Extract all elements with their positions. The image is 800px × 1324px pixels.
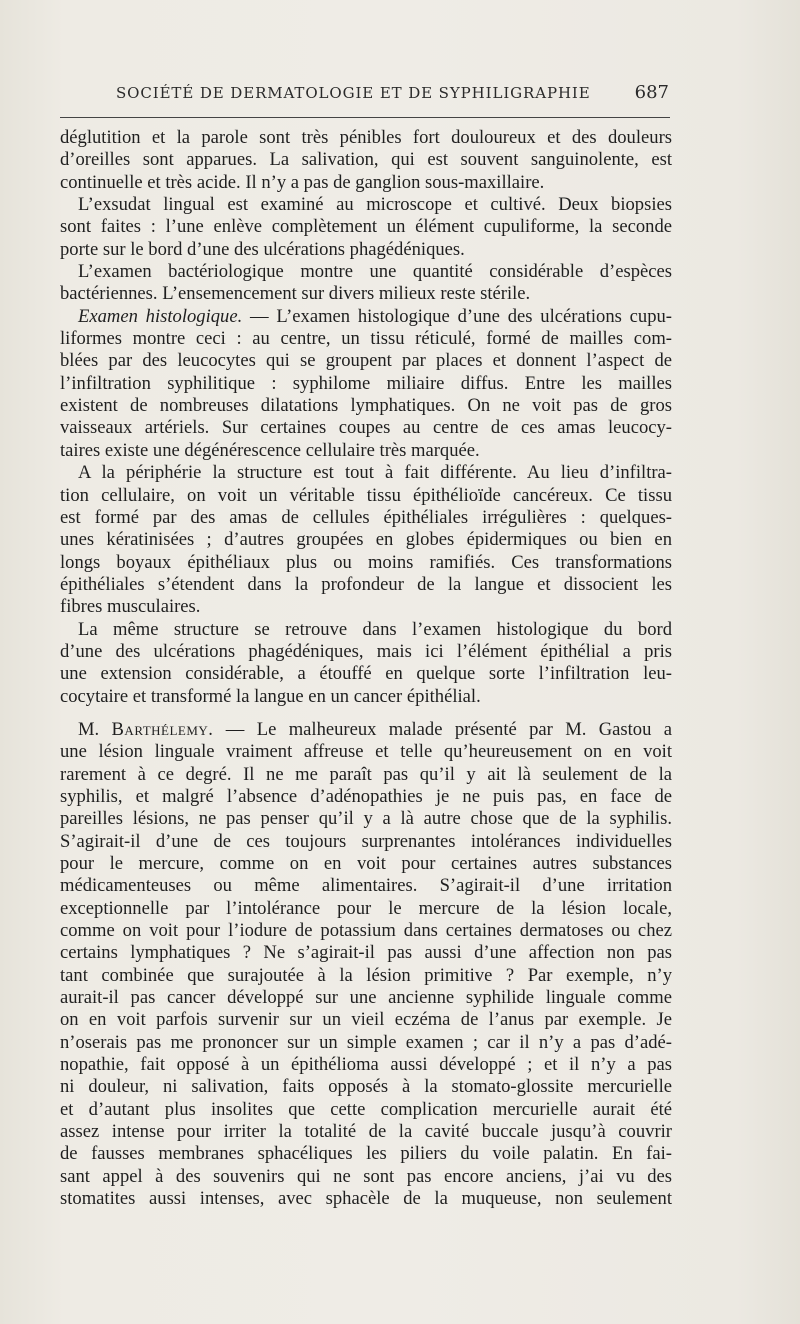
text-line: vaisseaux artériels. Sur certaines coupes au centre de ces amas leucocy-: [60, 417, 672, 439]
text-line: porte sur le bord d’une des ulcérations phagédéniques.: [60, 238, 465, 260]
speaker-prefix: M.: [78, 718, 100, 740]
text-line: et d’autant plus insolites que cette complication mercurielle aurait été: [60, 1098, 672, 1120]
text-line: stomatites aussi intenses, avec sphacèle de la muqueuse, non seulement: [60, 1188, 672, 1210]
text-line: continuelle et très acide. Il n’y a pas de ganglion sous-maxillaire.: [60, 171, 545, 193]
text-line: d’oreilles sont apparues. La salivation, qui est souvent sanguinolente, est: [60, 149, 672, 171]
text-line: médicamenteuses ou même alimentaires. S’agirait-il d’une irritation: [60, 875, 672, 897]
text-line: comme on voit pour l’iodure de potassium dans certaines dermatoses ou chez: [60, 920, 672, 942]
text-line: ni douleur, ni salivation, faits opposés à la stomato-glossite mercurielle: [60, 1076, 672, 1098]
header-rule: [60, 117, 670, 118]
text-run: — Le malheureux malade présenté par M. Gastou a: [213, 718, 672, 740]
text-line: tion cellulaire, on voit un véritable tissu épithélioïde cancéreux. Ce tissu: [60, 484, 672, 506]
text-line: blées par des leucocytes qui se groupent par places et donnent l’aspect de: [60, 350, 672, 372]
paragraph: [60, 127, 672, 194]
text-line: L’examen bactériologique montre une quantité considérable d’espèces: [78, 261, 672, 283]
text-line: est formé par des amas de cellules épithéliales irrégulières : quelques-: [60, 506, 672, 528]
text-line: [60, 719, 672, 741]
text-line: La même structure se retrouve dans l’examen histologique du bord: [78, 618, 672, 640]
text-line: pour le mercure, comme on en voit pour certaines autres substances: [60, 853, 672, 874]
text-line: pareilles lésions, ne pas penser qu’il y a là autre chose que de la syphilis.: [60, 808, 672, 830]
text-line: épithéliales s’étendent dans la profondeur de la langue et dissocient les: [60, 573, 672, 595]
text-line: l’infiltration syphilitique : syphilome miliaire diffus. Entre les mailles: [60, 372, 672, 394]
text-line: bactériennes. L’ensemencement sur divers milieux reste stérile.: [60, 283, 531, 305]
text-line: sont faites : l’une enlève complètement un élément cupuliforme, la seconde: [60, 216, 672, 238]
text-line: syphilis, et malgré l’absence d’adénopathies je ne puis pas, en face de: [60, 785, 672, 807]
paragraph: [60, 462, 672, 618]
section-lead: Examen histologique.: [78, 305, 243, 327]
text-line: on en voit parfois survenir sur un vieil eczéma de l’anus par exemple. Je: [60, 1009, 672, 1031]
text-line: longs boyaux épithéliaux plus ou moins ramifiés. Ces transformations: [60, 551, 672, 573]
text-line: déglutition et la parole sont très pénibles fort douloureux et des douleurs: [60, 127, 672, 148]
text-line: rarement à ce degré. Il ne me paraît pas qu’il y ait là seulement de la: [60, 763, 672, 785]
page-number: 687: [634, 82, 669, 103]
text-line: d’une des ulcérations phagédéniques, mais ici l’élément épithélial a pris: [60, 640, 672, 662]
text-line: aurait-il pas cancer développé sur une ancienne syphilide linguale comme: [60, 987, 672, 1009]
text-line: taires existe une dégénérescence cellulaire très marquée.: [60, 439, 480, 461]
text-line: n’oserais pas me prononcer sur un simple examen ; car il n’y a pas d’adé-: [60, 1031, 672, 1053]
paragraph: [60, 194, 672, 261]
text-line: sant appel à des souvenirs qui ne sont pas encore anciens, j’ai vu des: [60, 1165, 672, 1187]
text-line: existent de nombreuses dilatations lymphatiques. On ne voit pas de gros: [60, 395, 672, 417]
text-line: de fausses membranes sphacéliques les piliers du voile palatin. En fai-: [60, 1143, 672, 1165]
text-line: tant combinée que surajoutée à la lésion primitive ? Par exemple, n’y: [60, 964, 672, 986]
text-line: A la périphérie la structure est tout à fait différente. Au lieu d’infiltra-: [78, 462, 672, 484]
text-line: une lésion linguale vraiment affreuse et telle qu’heureusement on en voit: [60, 741, 672, 763]
text-line: assez intense pour irriter la totalité de la cavité buccale jusqu’à couvrir: [60, 1121, 672, 1143]
text-line: [60, 306, 672, 328]
text-line: L’exsudat lingual est examiné au microscope et cultivé. Deux biopsies: [78, 194, 672, 216]
running-title: SOCIÉTÉ DE DERMATOLOGIE ET DE SYPHILIGRAPHIE: [116, 84, 591, 102]
text-run: — L’examen histologique d’une des ulcérations cupu-: [242, 305, 672, 327]
body-text: [60, 127, 672, 1211]
text-line: nopathie, fait opposé à un épithélioma aussi développé ; et il n’y a pas: [60, 1054, 672, 1076]
text-line: cocytaire et transformé la langue en un cancer épithélial.: [60, 685, 481, 707]
section-gap: [60, 708, 672, 719]
paragraph: [60, 261, 672, 306]
paragraph: [60, 306, 672, 462]
paragraph: [60, 719, 672, 1211]
text-line: S’agirait-il d’une de ces toujours surprenantes intolérances individuelles: [60, 830, 672, 852]
text-line: certains lymphatiques ? Ne s’agirait-il pas aussi d’une affection non pas: [60, 942, 672, 964]
text-line: exceptionnelle par l’intolérance pour le mercure de la lésion locale,: [60, 897, 672, 919]
text-line: liformes montre ceci : au centre, un tissu réticulé, formé de mailles com-: [60, 328, 672, 350]
paragraph: [60, 619, 672, 708]
text-line: fibres musculaires.: [60, 596, 201, 618]
text-line: unes kératinisées ; d’autres groupées en globes épidermiques ou bien en: [60, 529, 672, 551]
text-line: une extension considérable, a étouffé en quelque sorte l’infiltration leu-: [60, 663, 672, 685]
speaker-name: Barthélemy.: [111, 718, 214, 740]
